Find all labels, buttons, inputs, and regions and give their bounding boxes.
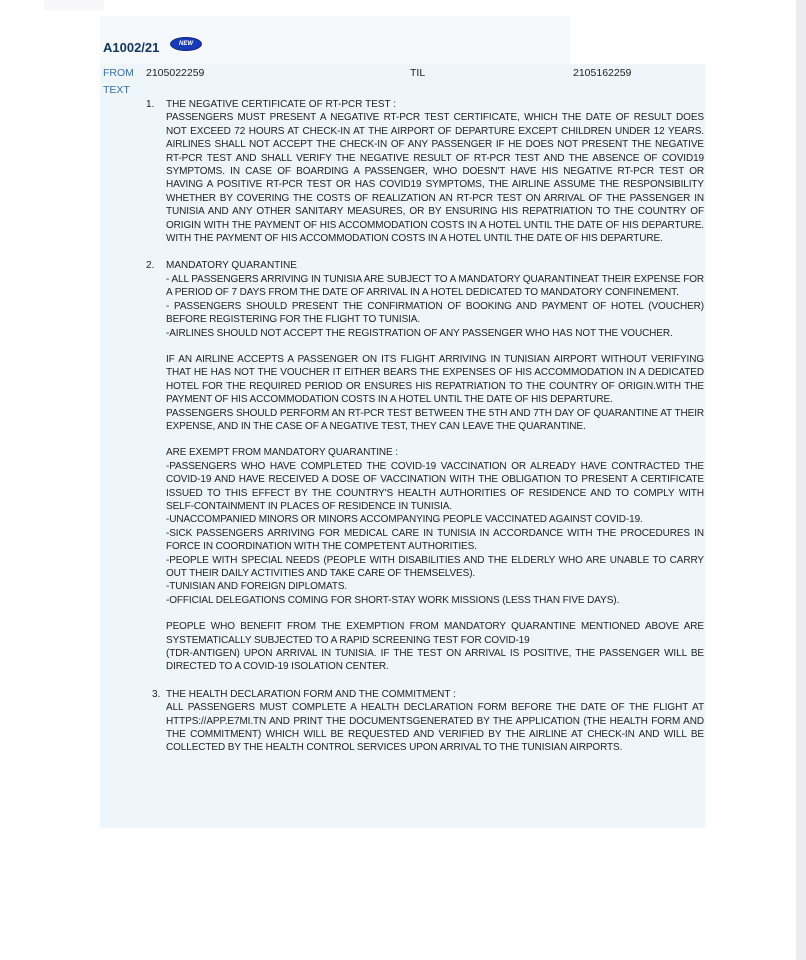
paragraph: -PASSENGERS WHO HAVE COMPLETED THE COVID-19 VACCINATION OR ALREADY HAVE CONTRACTED THE COVID-19 AND HAVE RECEIVED A DOSE OF VACCINATION WITH THE OBLIGATION TO PRESENT A CERTIFICATE ISSUED TO THIS EFFECT BY THE COUNTRY'S HEALTH AUTHORITIES OF RESIDENCE AND TO COMPLY WITH SELF-CONTAINMENT IN PLACES OF RESIDENCE IN TUNISIA.	[166, 460, 704, 512]
paragraph: -TUNISIAN AND FOREIGN DIPLOMATS.	[166, 581, 348, 593]
section-title: THE HEALTH DECLARATION FORM AND THE COMMITMENT :	[166, 688, 456, 700]
paragraph: - ALL PASSENGERS ARRIVING IN TUNISIA ARE SUBJECT TO A MANDATORY QUARANTINEAT THEIR EXPENSE FOR A PERIOD OF 7 DAYS FROM THE DATE OF ARRIVAL IN A HOTEL DEDICATED TO MANDATORY CONFINEMENT.	[166, 273, 704, 299]
paragraph: -UNACCOMPANIED MINORS OR MINORS ACCOMPANYING PEOPLE VACCINATED AGAINST COVID-19.	[166, 514, 643, 526]
section-heading	[146, 98, 704, 111]
paragraph-gap	[146, 340, 704, 353]
paragraph-gap	[146, 607, 704, 620]
section-number: 3.	[152, 688, 161, 700]
paragraph: -OFFICIAL DELEGATIONS COMING FOR SHORT-STAY WORK MISSIONS (LESS THAN FIVE DAYS).	[166, 594, 620, 606]
from-label: FROM	[103, 67, 134, 79]
til-value: 2105162259	[573, 67, 632, 79]
paragraph-gap	[146, 433, 704, 446]
section-number: 2.	[146, 260, 155, 272]
paragraph: IF AN AIRLINE ACCEPTS A PASSENGER ON ITS FLIGHT ARRIVING IN TUNISIAN AIRPORT WITHOUT VERIFYING THAT HE HAS NOT THE VOUCHER IT EITHER BEARS THE EXPENSES OF HIS ACCOMMODATION IN A DEDICATED HOTEL FOR THE REQUIRED PERIOD OR ENSURES HIS REPATRIATION TO THE COUNTRY OF ORIGIN.WITH THE PAYMENT OF HIS ACCOMMODATION COSTS IN A HOTEL UNTIL THE DATE OF HIS DEPARTURE.	[166, 353, 704, 406]
notam-id[interactable]: A1002/21	[103, 40, 160, 55]
from-value: 2105022259	[146, 67, 205, 79]
paragraph: PASSENGERS MUST PRESENT A NEGATIVE RT-PCR TEST CERTIFICATE, WHICH THE DATE OF RESULT DOES NOT EXCEED 72 HOURS AT CHECK-IN AT THE AIRPORT OF DEPARTURE EXCEPT CHILDREN UNDER 12 YEARS. AIRLINES SHALL NOT ACCEPT THE CHECK-IN OF ANY PASSENGER IF HE DOES NOT PRESENT THE NEGATIVE RT-PCR TEST AND SHALL VERIFY THE NEGATIVE RESULT OF RT-PCR TEST AND THE ABSENCE OF COVID19 SYMPTOMS. IN CASE OF BOARDING A PASSENGER, WHO DOESN'T HAVE HIS NEGATIVE RT-PCR TEST OR HAVING A POSITIVE RT-PCR TEST OR HAS COVID19 SYMPTOMS, THE AIRLINE ASSUME THE RESPONSIBILITY WHETHER BY COVERING THE COSTS OF REALIZATION AN RT-PCR TEST ON ARRIVAL OF THE PASSENGER IN TUNISIA AND ANY OTHER SANITARY MEASURES, OR BY ENSURING HIS REPATRIATION TO THE COUNTRY OF ORIGIN WITH THE PAYMENT OF HIS ACCOMMODATION COSTS IN A HOTEL UNTIL THE DATE OF HIS DEPARTURE. WITH THE PAYMENT OF HIS ACCOMMODATION COSTS IN A HOTEL UNTIL THE DATE OF HIS DEPARTURE.	[166, 112, 704, 245]
right-edge-strip	[796, 0, 806, 960]
section-title: MANDATORY QUARANTINE	[166, 260, 297, 272]
paragraph: ALL PASSENGERS MUST COMPLETE A HEALTH DECLARATION FORM BEFORE THE DATE OF THE FLIGHT AT HTTPS://APP.E7MI.TN AND PRINT THE DOCUMENTSGENERATED BY THE APPLICATION (THE HEALTH FORM AND THE COMMITMENT) WHICH WILL BE REQUESTED AND VERIFIED BY THE AIRLINE AT CHECK-IN AND WILL BE COLLECTED BY THE HEALTH CONTROL SERVICES UPON ARRIVAL TO THE TUNISIAN AIRPORTS.	[166, 702, 704, 754]
section-3	[146, 688, 704, 755]
notam-text	[146, 98, 704, 769]
paragraph: ARE EXEMPT FROM MANDATORY QUARANTINE :	[166, 447, 398, 459]
section-2	[146, 259, 704, 673]
text-label: TEXT	[103, 84, 130, 96]
section-heading	[146, 688, 704, 701]
section-title: THE NEGATIVE CERTIFICATE OF RT-PCR TEST :	[166, 99, 397, 110]
section-1	[146, 98, 704, 245]
section-number: 1.	[146, 99, 155, 110]
paragraph: - PASSENGERS SHOULD PRESENT THE CONFIRMATION OF BOOKING AND PAYMENT OF HOTEL (VOUCHER) BEFORE REGISTERING FOR THE FLIGHT TO TUNISIA.	[166, 300, 704, 326]
paragraph: -AIRLINES SHOULD NOT ACCEPT THE REGISTRATION OF ANY PASSENGER WHO HAS NOT THE VOUCHER.	[166, 327, 673, 339]
paragraph: -SICK PASSENGERS ARRIVING FOR MEDICAL CARE IN TUNISIA IN ACCORDANCE WITH THE PROCEDURES IN FORCE IN COORDINATION WITH THE COMPETENT AUTHORITIES.	[166, 527, 704, 553]
paragraph: PEOPLE WHO BENEFIT FROM THE EXEMPTION FROM MANDATORY QUARANTINE MENTIONED ABOVE ARE SYSTEMATICALLY SUBJECTED TO A RAPID SCREENING TEST FOR COVID-19	[166, 621, 704, 646]
paragraph: (TDR-ANTIGEN) UPON ARRIVAL IN TUNISIA. IF THE TEST ON ARRIVAL IS POSITIVE, THE PASSENGER WILL BE DIRECTED TO A COVID-19 ISOLATION CENTER.	[166, 648, 704, 673]
new-badge-icon: NEW	[170, 37, 202, 51]
paragraph: PASSENGERS SHOULD PERFORM AN RT-PCR TEST BETWEEN THE 5TH AND 7TH DAY OF QUARANTINE AT THEIR EXPENSE, AND IN THE CASE OF A NEGATIVE TEST, THEY CAN LEAVE THE QUARANTINE.	[166, 407, 704, 432]
top-tab	[44, 0, 104, 10]
section-heading	[146, 259, 704, 272]
paragraph: -PEOPLE WITH SPECIAL NEEDS (PEOPLE WITH DISABILITIES AND THE ELDERLY WHO ARE UNABLE TO CARRY OUT THEIR DAILY ACTIVITIES AND TAKE CARE OF THEMSELVES).	[166, 554, 704, 579]
til-label: TIL	[410, 67, 426, 79]
